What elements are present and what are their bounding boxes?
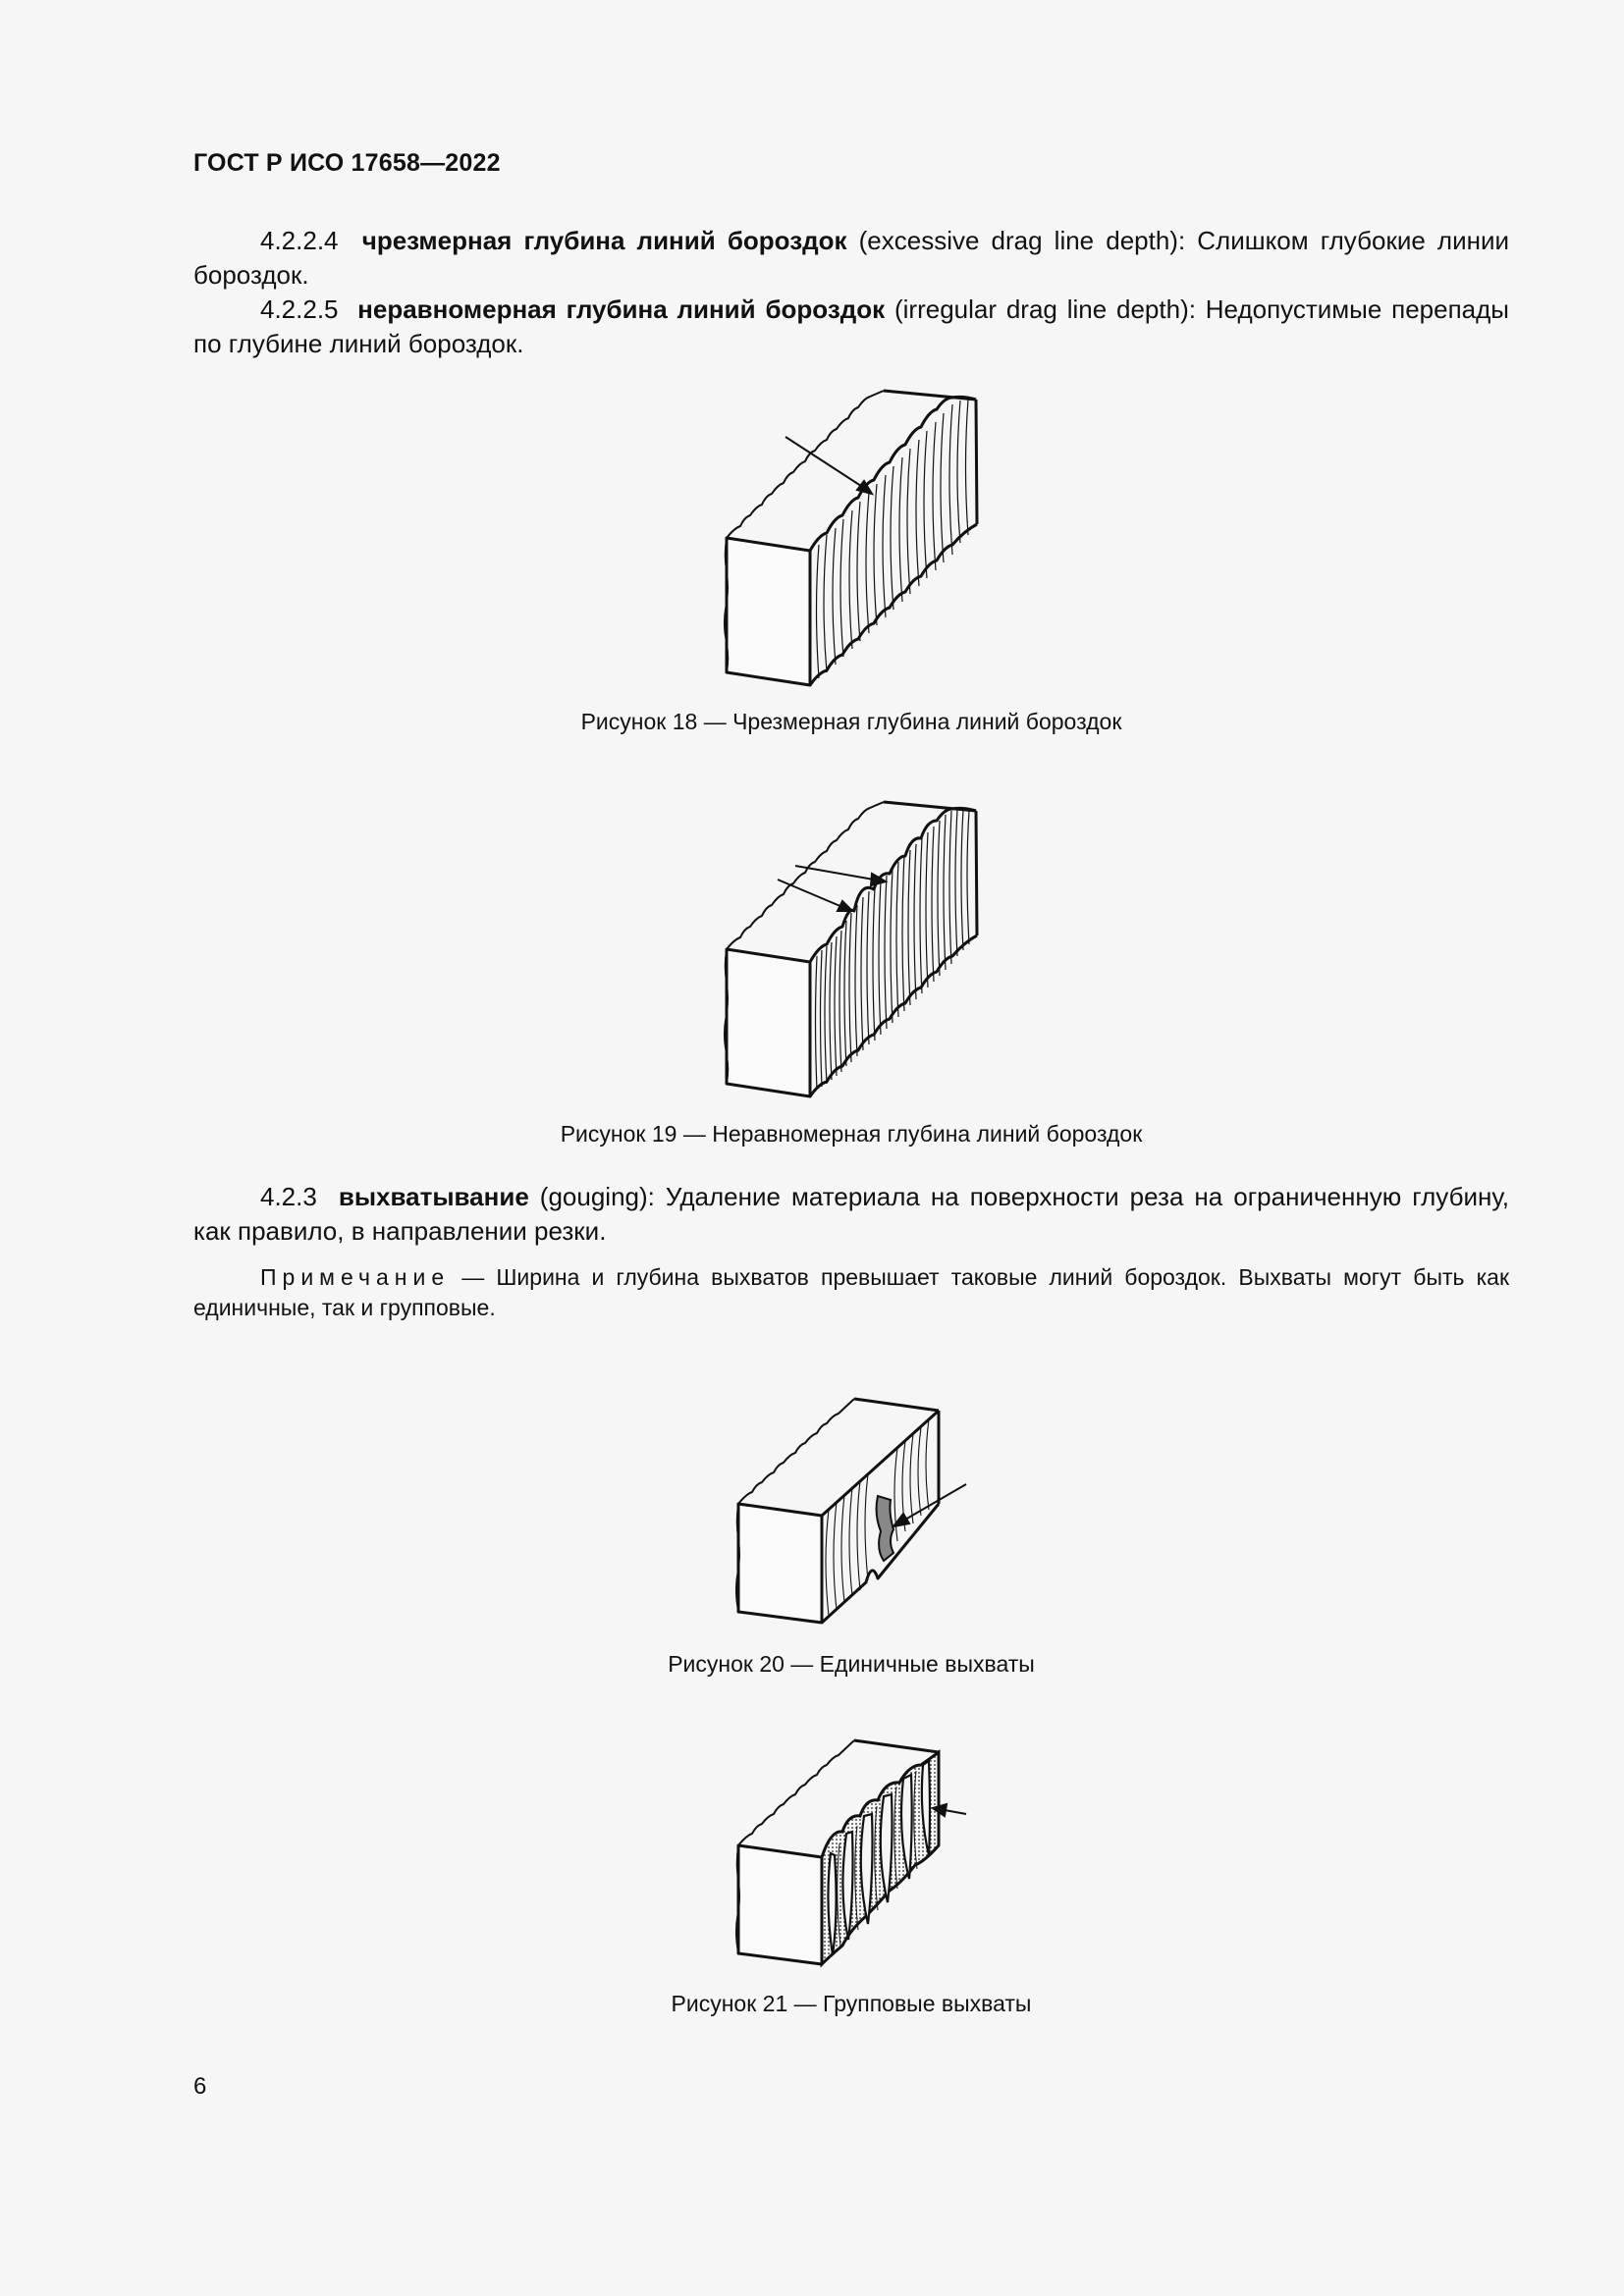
figure-21-caption: Рисунок 21 — Групповые выхваты <box>671 1991 1032 2016</box>
clause-4-2-2-5 <box>193 293 1509 361</box>
clause-4-2-2-4 <box>193 224 1509 293</box>
note <box>193 1262 1509 1323</box>
clause-number: 4.2.3 <box>260 1182 317 1211</box>
page-number: 6 <box>193 2073 207 2100</box>
document-header: ГОСТ Р ИСО 17658—2022 <box>193 149 501 177</box>
clause-4-2-3 <box>193 1180 1509 1249</box>
clause-term: чрезмерная глубина линий бороздок <box>361 226 847 255</box>
irregular-drag-line-depth-figure <box>717 799 992 1103</box>
clause-text: (irregular drag line depth): Недопустимые перепады по глубине линий бороздок. <box>193 294 1509 358</box>
note-text: — Ширина и глубина выхватов превышает таковые линий бороздок. Выхваты могут быть как единичные, так и групповые. <box>193 1264 1510 1320</box>
clause-text: (excessive drag line depth): Слишком глубокие линии бороздок. <box>193 226 1509 290</box>
excessive-drag-line-depth-figure <box>717 388 992 692</box>
clause-text: (gouging): Удаление материала на поверхности реза на ограниченную глубину, как правило, в направлении резки. <box>193 1182 1509 1246</box>
clause-term: выхватывание <box>338 1182 529 1211</box>
clause-number: 4.2.2.5 <box>260 294 339 324</box>
note-label: Примечание <box>260 1264 451 1290</box>
figure-19-caption: Рисунок 19 — Неравномерная глубина линий бороздок <box>560 1121 1143 1147</box>
clause-number: 4.2.2.4 <box>260 226 339 255</box>
clause-term: неравномерная глубина линий бороздок <box>357 294 886 324</box>
single-gouging-figure <box>729 1394 984 1629</box>
figure-18-caption: Рисунок 18 — Чрезмерная глубина линий бороздок <box>580 709 1122 734</box>
group-gouging-figure <box>729 1735 984 1971</box>
figure-20-caption: Рисунок 20 — Единичные выхваты <box>668 1651 1035 1677</box>
